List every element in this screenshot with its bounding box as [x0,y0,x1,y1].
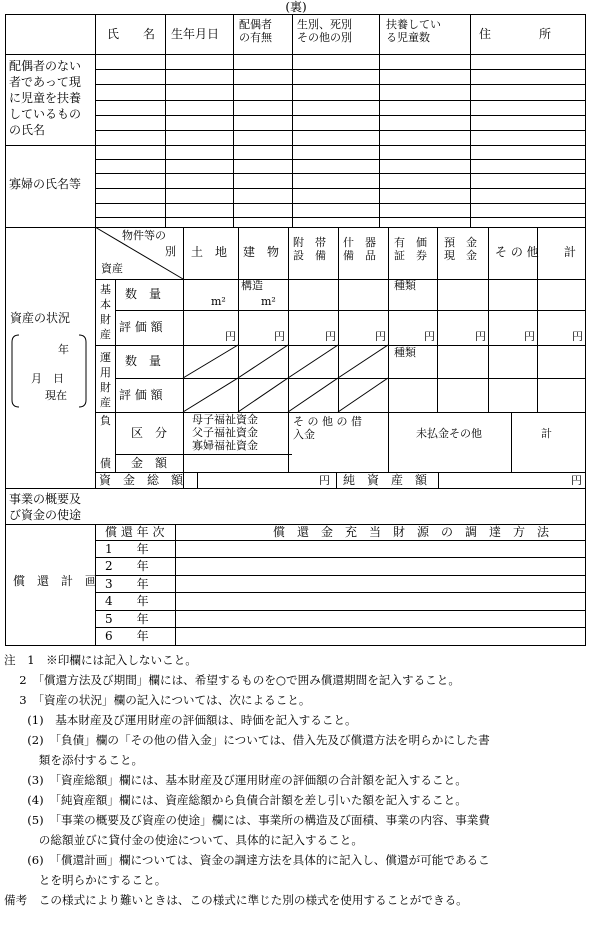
basic-building-yen: 円 [274,330,285,343]
note-line: (6) 「償還計画」欄については、資金の調達方法を具体的に記入し、償還が可能であるこ [4,853,490,867]
col-birthdate: 生年月日 [171,27,220,41]
col-securities: 有 価 証 券 [394,236,427,262]
net-assets-yen: 円 [571,474,582,487]
basic-securities-kind: 種類 [394,279,416,292]
basic-total-yen: 円 [572,330,583,343]
liabilities-total: 計 [541,427,552,440]
note-line: (2) 「負債」欄の「その他の借入金」については、借入先及び償還方法を明らかにした書 [4,733,490,747]
page-header: (裏) [285,0,307,14]
operating-securities-kind: 種類 [394,346,416,359]
note-line: (5) 「事業の概要及び資産の使途」欄には、事業所の構造及び面積、事業の内容、事業費 [4,813,490,827]
liabilities-label-top: 負 [100,414,111,427]
operating-valuation-label: 評 価 額 [119,388,163,402]
repayment-year-4: 4 年 [105,594,149,608]
repayment-year-1: 1 年 [105,542,149,556]
note-line: 3 「資産の状況」欄の記入については、次によること。 [4,693,311,707]
col-building: 建 物 [243,245,280,259]
col-other: そ の 他 [495,245,539,259]
table-grid-lines [5,14,586,646]
note-line: (3) 「資産総額」欄には、基本財産及び運用財産の評価額の合計額を記入すること。 [4,773,467,787]
col-address: 住 所 [479,27,552,41]
note-line: 2 「償還方法及び期間」欄には、希望するものを○で囲み償還期間を記入すること。 [4,673,460,687]
note-line: とを明らかにすること。 [4,873,167,887]
basic-deposit-yen: 円 [475,330,486,343]
liabilities-unpaid: 未払金その他 [416,427,482,440]
repayment-method-header: 償 還 金 充 当 財 源 の 調 達 方 法 [273,525,550,539]
corner-label-top: 物件等の [122,229,166,242]
total-assets-yen: 円 [319,474,330,487]
section-single-parent: 配偶者のない 者であって現 に児童を扶養 しているもの の氏名 [9,59,82,137]
basic-furniture-yen: 円 [375,330,386,343]
liabilities-label-bottom: 債 [100,457,111,470]
basic-valuation-label: 評 価 額 [119,320,163,334]
repayment-year-6: 6 年 [105,629,149,643]
repayment-year-header: 償 還 年 次 [105,525,165,539]
basic-fixture-yen: 円 [325,330,336,343]
corner-label-mid: 別 [165,245,176,258]
col-bereavement: 生別、死別 その他の別 [297,18,352,44]
repayment-year-5: 5 年 [105,612,149,626]
net-assets-label: 純 資 産 額 [343,473,428,487]
building-unit: m² [261,295,276,308]
basic-securities-yen: 円 [424,330,435,343]
assets-date-now: 現在 [45,389,67,402]
repayment-year-2: 2 年 [105,559,149,573]
col-land: 土 地 [191,245,228,259]
note-line: 注 1 ※印欄には記入しないこと。 [4,653,197,667]
section-widow: 寡婦の氏名等 [9,177,82,191]
assets-label: 資産の状況 [10,311,71,325]
building-structure-label: 構造 [241,279,263,292]
assets-date-year: 年 [58,343,69,356]
note-line: (4) 「純資産額」欄には、資産総額から負債合計額を差し引いた額を記入すること。 [4,793,467,807]
basic-assets-label: 基 本 財 産 [100,283,111,341]
remarks-line: 備考 この様式により難いときは、この様式に準じた別の様式を使用することができる。 [4,893,468,907]
land-unit: m² [211,295,226,308]
col-name: 氏 名 [107,27,156,41]
basic-quantity-label: 数 量 [125,287,162,301]
notes-section [4,650,588,910]
liabilities-other-loans: そ の 他 の 借 入金 [293,415,362,441]
col-children: 扶養してい る児童数 [386,18,441,44]
liabilities-welfare-funds: 母子福祉資金 父子福祉資金 寡婦福祉資金 [192,413,258,452]
total-assets-label: 資 金 総 額 [99,473,184,487]
basic-other-yen: 円 [524,330,535,343]
application-form-table [5,14,586,646]
business-overview-label: 事業の概要及 び資金の使途 [9,492,82,522]
basic-land-yen: 円 [225,330,236,343]
note-line: 類を添付すること。 [4,753,144,767]
note-line: (1) 基本財産及び運用財産の評価額は、時価を記入すること。 [4,713,357,727]
col-total: 計 [564,245,577,259]
repayment-plan-label: 償 還 計 画 [13,574,98,588]
col-deposit: 預 金 現 金 [444,236,477,262]
repayment-year-3: 3 年 [105,577,149,591]
liabilities-amount-label: 金 額 [131,456,168,470]
note-line: の総額並びに貸付金の使途について、具体的に記入すること。 [4,833,363,847]
col-fixture: 附 帯 設 備 [293,236,326,262]
assets-date-month-day: 月 日 [31,372,64,385]
operating-quantity-label: 数 量 [125,354,162,368]
corner-label-bottom: 資産 [101,262,123,275]
liabilities-category-label: 区 分 [131,426,168,440]
col-spouse: 配偶者 の有無 [239,18,272,44]
col-furniture: 什 器 備 品 [343,236,376,262]
operating-assets-label: 運 用 財 産 [100,351,111,409]
